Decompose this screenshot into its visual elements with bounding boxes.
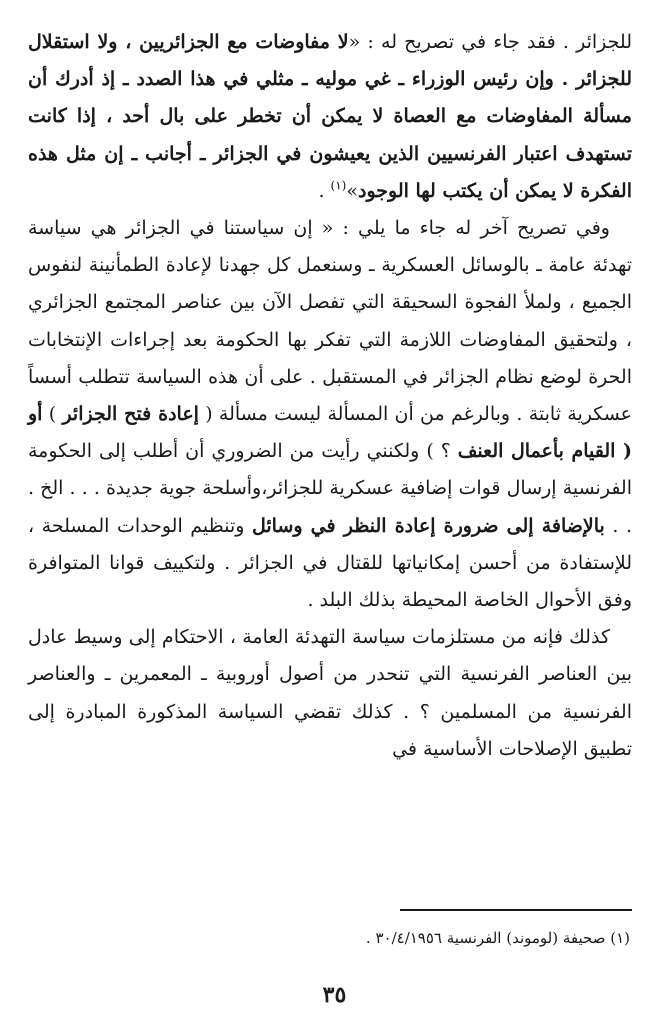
quoted-statement-bold: لا مفاوضات مع الجزائريين ، ولا استقلال للجزائر . وإن رئيس الوزراء ـ غي موليه ـ مثلي في هذا الصدد ـ إذ أدرك أن مسألة المفاوضات مع العصاة لا يمكن أن تخطر على بال أحد ، إذا كانت تستهدف اعتبار الفرنسيين الذين يعيشون في الجزائر ـ أجانب ـ إن مثل هذه الفكرة لا يمكن أن يكتب لها الوجود bbox=[28, 31, 632, 202]
page-body bbox=[28, 24, 632, 768]
text-segment: للجزائر . فقد جاء في تصريح له : « bbox=[348, 31, 632, 53]
bold-phrase: إعادة فتح الجزائر bbox=[62, 403, 199, 426]
footnote-reference[interactable]: (١) bbox=[330, 178, 347, 193]
paragraph-2 bbox=[28, 210, 632, 619]
text-segment: وتنظيم الوحدات المسلحة ، للإستفادة من أحسن إمكانياتها للقتال في الجزائر . ولتكييف قوانا المتوافرة وفق الأحوال الخاصة المحيطة بذلك البلد . bbox=[28, 514, 632, 612]
text-segment: كذلك فإنه من مستلزمات سياسة التهدئة العامة ، الاحتكام إلى وسيط عادل بين العناصر الفرنسية التي تنحدر من أصول أوروبية ـ المعمرين ـ والعناصر الفرنسية من المسلمين ؟ . كذلك تقضي السياسة المذكورة المبادرة إلى تطبيق الإصلاحات الأساسية في bbox=[28, 626, 632, 760]
text-segment: وفي تصريح آخر له جاء ما يلي : « إن سياستنا في الجزائر هي سياسة تهدئة عامة ـ بالوسائل العسكرية ـ وسنعمل كل جهدنا لإعادة الطمأنينة لنفوس الجميع ، ولملأ الفجوة السحيقة التي تفصل الآن بين عناصر المجتمع الجزائري ، ولتحقيق المفاوضات اللازمة التي تفكر بها الحكومة بعد إجراءات الإنتخابات الحرة لوضع نظام الجزائر في المستقبل . على أن هذه السياسة تتطلب أسساً عسكرية ثابتة . وبالرغم من أن المسألة ليست مسألة ( bbox=[28, 217, 632, 426]
footnote: (١) صحيفة (لوموند) الفرنسية ٣٠/٤/١٩٥٦ . bbox=[365, 929, 630, 947]
text-segment: ) bbox=[42, 403, 63, 426]
bold-phrase: أو ( القيام بأعمال العنف bbox=[28, 403, 632, 463]
text-segment: . bbox=[318, 179, 331, 202]
paragraph-1 bbox=[28, 24, 632, 210]
paragraph-3 bbox=[28, 619, 632, 768]
text-segment: » bbox=[346, 179, 358, 202]
page-number: ٣٥ bbox=[322, 982, 347, 1008]
text-segment: ؟ ) ولكنني رأيت من الضروري أن أطلب إلى الحكومة الفرنسية إرسال قوات إضافية عسكرية للجزائر،وأسلحة جوية جديدة . . . الخ . . . bbox=[28, 440, 632, 537]
bold-phrase: بالإضافة إلى ضرورة إعادة النظر في وسائل bbox=[251, 514, 605, 537]
footnote-divider bbox=[400, 909, 632, 911]
